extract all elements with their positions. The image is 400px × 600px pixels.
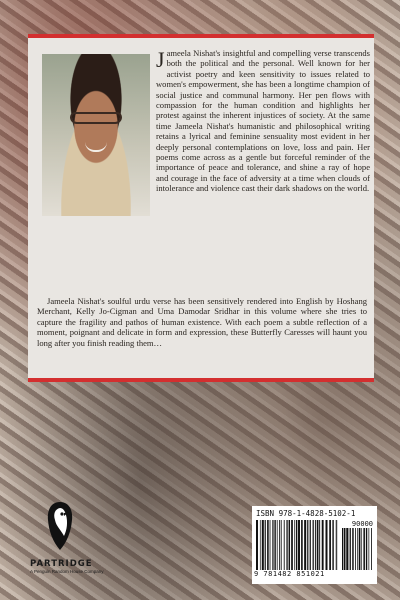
barcode-stripe [281, 520, 282, 570]
barcode-stripe [322, 520, 324, 570]
barcode-stripe [346, 528, 348, 570]
barcode-stripe [350, 528, 351, 570]
barcode-stripe [342, 528, 343, 570]
barcode-stripe [289, 520, 290, 570]
barcode-stripe [363, 528, 365, 570]
bottom-red-rule [28, 378, 374, 382]
isbn-barcode [252, 506, 377, 584]
barcode-stripe [301, 520, 303, 570]
barcode-stripe [267, 520, 269, 570]
blurb-paragraph-1-text: ameela Nishat's insightful and compelling verse transcends both the political and the personal. Well known for her activist poetry and keen sensitivity to issues related to women's empowerment, she has been a longtime champion of social justice and communal harmony. Her pen flows with compassion for the human condition and highlights her protest against the inherent injustices of society. At the same time Jameela Nishat's humanistic and philosophical writing retains a lyrical and feminine sensuality most evident in her deeply personal contemplations on love, loss and pain. Her poems come across as a gentle but forceful reminder of the importance of peace and tolerance, and shine a ray of hope and courage in the face of adversity at a time when clouds of intolerance and violence cast their dark shadows on the world. [156, 48, 370, 194]
barcode-stripe [359, 528, 361, 570]
price-code: 90000 [351, 520, 373, 528]
barcode-stripe [286, 520, 287, 570]
photo-spacer [28, 48, 156, 218]
barcode-stripe [361, 528, 362, 570]
barcode-stripe [277, 520, 278, 570]
barcode-stripe [272, 520, 273, 570]
barcode-stripe [355, 528, 356, 570]
barcode-stripe [260, 520, 261, 570]
barcode-stripe [344, 528, 346, 570]
barcode-stripe [371, 528, 372, 570]
barcode-stripe [265, 520, 266, 570]
barcode-stripe [291, 520, 293, 570]
barcode-stripe [352, 528, 353, 570]
blurb-paragraph-1 [28, 48, 370, 298]
publisher-name: PARTRIDGE [30, 559, 93, 569]
isbn-label: ISBN 978-1-4828-5102-1 [256, 509, 356, 518]
barcode-stripe [298, 520, 300, 570]
barcode-stripe [319, 520, 320, 570]
barcode-stripe [315, 520, 316, 570]
barcode-stripe [279, 520, 280, 570]
barcode-stripe [326, 520, 328, 570]
barcode-stripe [313, 520, 314, 570]
publisher-logo [30, 500, 104, 574]
barcode-stripe [270, 520, 271, 570]
blurb-paragraph-2: Jameela Nishat's soulful urdu verse has been sensitively rendered into English by Hoshang Merchant, Kelly Jo-Cigman and Uma Damodar Sridhar in this volume where she tries to capture the fragility and pathos of human existence. With each poem a subtle reflection of a moment, poignant and delicate in form and expression, these Butterfly Caresses will haunt you long after you finish reading them… [37, 296, 367, 348]
barcode-stripe [310, 520, 311, 570]
barcode-stripe [317, 520, 319, 570]
partridge-bird-icon [43, 500, 77, 552]
barcode-stripe [262, 520, 264, 570]
barcode-stripe [307, 520, 308, 570]
barcode-stripe [304, 520, 306, 570]
ean-digits: 9 781482 851021 [254, 570, 325, 578]
ean-bars [256, 520, 338, 570]
barcode-stripe [366, 528, 367, 570]
barcode-stripe [368, 528, 369, 570]
barcode-stripe [332, 520, 333, 570]
barcode-stripe [296, 520, 297, 570]
drop-cap: J [156, 47, 165, 72]
barcode-stripe [329, 520, 331, 570]
addon-bars [342, 528, 372, 570]
barcode-stripe [336, 520, 337, 570]
barcode-stripe [294, 520, 295, 570]
barcode-stripe [256, 520, 258, 570]
barcode-stripe [274, 520, 275, 570]
barcode-stripe [284, 520, 285, 570]
barcode-stripe [357, 528, 358, 570]
publisher-tagline: A Penguin Random House Company [30, 569, 104, 574]
